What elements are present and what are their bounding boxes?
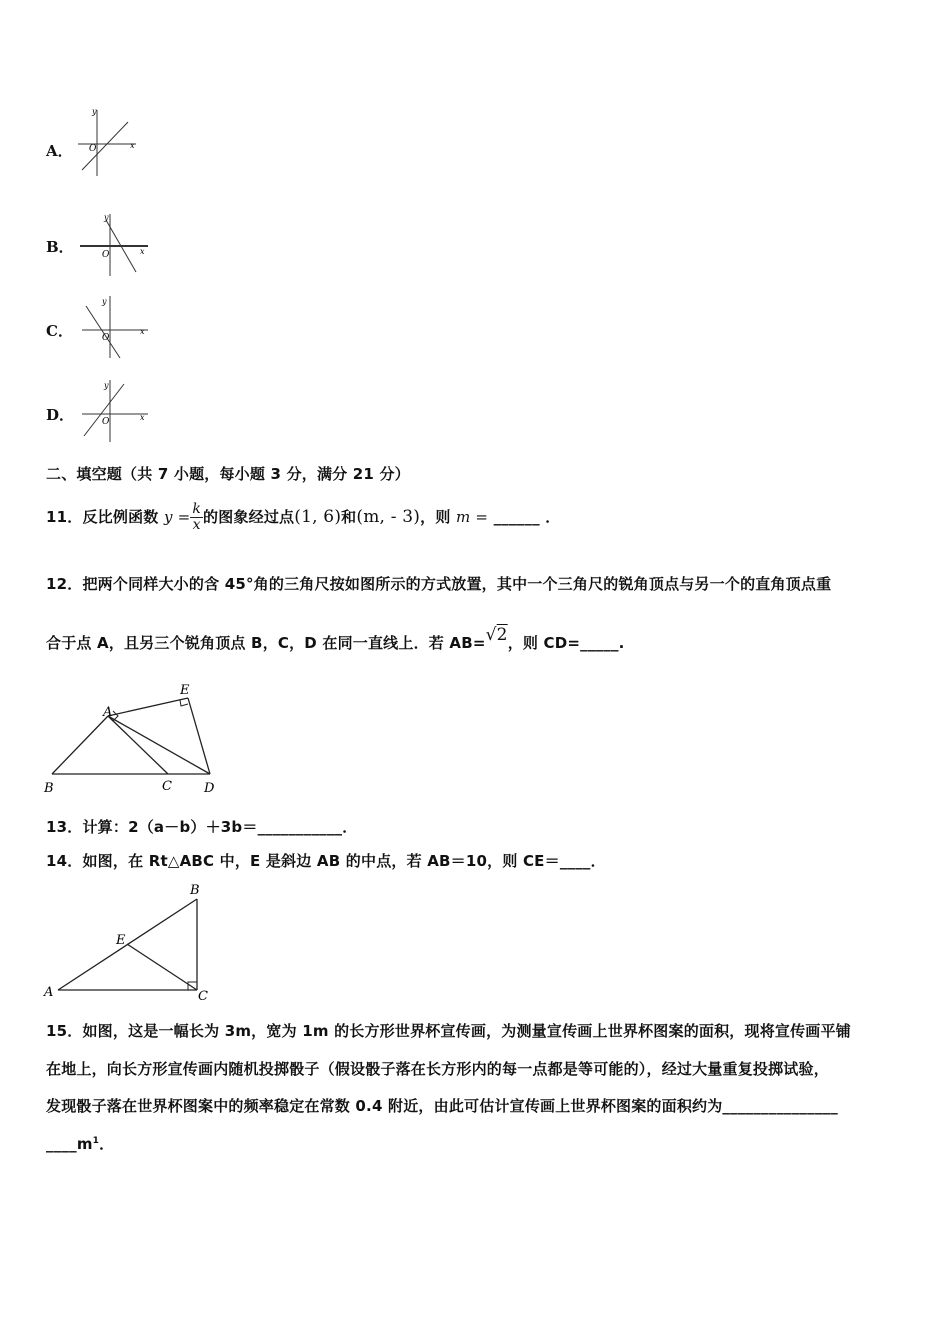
q11-frac-num: k — [192, 501, 202, 517]
question-12-line2 — [46, 625, 625, 656]
q11-blank: ______ — [493, 508, 540, 526]
q11-text-mid: 的图象经过点 — [203, 508, 295, 526]
option-a-o: O — [89, 144, 97, 154]
q11-func-y: y = — [163, 508, 191, 526]
q14-text: 如图，在 Rt△ABC 中，E 是斜边 AB 的中点，若 AB＝10，则 CE＝ — [82, 852, 560, 870]
question-14 — [46, 850, 606, 871]
option-b-x: x — [140, 247, 145, 256]
q12-number: 12． — [46, 575, 83, 593]
q14-number: 14． — [46, 852, 83, 870]
option-c-label: C． — [46, 322, 73, 340]
option-c-x: x — [140, 327, 145, 336]
q15-unit: m — [76, 1135, 93, 1153]
option-c-graph — [78, 292, 150, 362]
q12-label-e: E — [180, 683, 190, 698]
option-a-graph — [72, 104, 144, 178]
option-d-x: x — [140, 413, 145, 422]
q14-end: ． — [590, 852, 606, 870]
q12-sqrt: √2 — [485, 625, 508, 645]
option-b-label: B． — [46, 238, 74, 256]
q15-line3: 发现骰子落在世界杯图案中的频率稳定在常数 0.4 附近，由此可估计宣传画上世界杯图案的面积约为 — [46, 1097, 723, 1115]
q14-blank: ____ — [559, 852, 591, 870]
option-c-o: O — [102, 333, 110, 343]
q14-figure — [40, 880, 220, 1005]
q12-line2-after: ，则 CD= — [507, 634, 581, 652]
q15-line1: 如图，这是一幅长为 3m，宽为 1m 的长方形世界杯宣传画，为测量宣传画上世界杯图案的面积，现将宣传画平铺 — [82, 1022, 851, 1040]
q14-label-a: A — [44, 985, 54, 1000]
option-d-label: D． — [46, 406, 75, 424]
q11-var: m = — [455, 508, 489, 526]
question-15-line1 — [46, 1020, 851, 1041]
q11-frac-den: x — [192, 517, 201, 533]
q11-text-after: ，则 — [420, 508, 451, 526]
q12-line2-before: 合于点 A，且另三个锐角顶点 B，C，D 在同一直线上．若 AB= — [46, 634, 486, 652]
q13-end: ． — [342, 818, 358, 836]
q11-end: ． — [545, 508, 561, 526]
q12-label-b: B — [44, 781, 54, 796]
question-15-line2: 在地上，向长方形宣传画内随机投掷骰子（假设骰子落在长方形内的每一点都是等可能的），经过大量重复投掷试验， — [46, 1060, 829, 1078]
q12-label-c: C — [162, 779, 172, 794]
q11-text-before: 反比例函数 — [82, 508, 159, 526]
question-13 — [46, 816, 357, 837]
question-12-line1 — [46, 573, 831, 594]
q12-label-d: D — [204, 781, 215, 796]
q13-number: 13． — [46, 818, 83, 836]
q12-figure — [40, 680, 230, 800]
question-11 — [46, 500, 560, 534]
option-a-x: x — [130, 141, 135, 150]
q13-text: 计算：2（a－b）＋3b＝ — [82, 818, 258, 836]
option-d-graph — [78, 376, 150, 446]
option-a-label: A． — [46, 142, 73, 160]
q14-label-b: B — [190, 883, 200, 898]
option-a-y: y — [92, 107, 97, 116]
q11-fraction — [190, 502, 203, 533]
q12-line1: 把两个同样大小的含 45°角的三角尺按如图所示的方式放置，其中一个三角尺的锐角顶点与另一个的直角顶点重 — [82, 575, 832, 593]
q15-sup: 1 — [92, 1136, 100, 1146]
option-d-y: y — [104, 381, 109, 390]
q12-end: . — [618, 634, 625, 652]
q12-blank: _____ — [580, 634, 619, 652]
q13-blank: ___________ — [257, 818, 343, 836]
option-c-y: y — [102, 297, 107, 306]
section-heading: 二、填空题（共 7 小题，每小题 3 分，满分 21 分） — [46, 465, 410, 483]
q15-end: ． — [99, 1135, 115, 1153]
question-15-line4 — [46, 1133, 114, 1154]
q11-and: 和 — [341, 508, 357, 526]
q12-label-a: A — [103, 705, 113, 720]
option-b-o: O — [102, 250, 110, 260]
option-b-y: y — [104, 213, 109, 222]
question-15-line3 — [46, 1095, 838, 1116]
q15-number: 15． — [46, 1022, 83, 1040]
q14-label-c: C — [198, 989, 208, 1004]
q11-point1: (1, 6) — [294, 507, 342, 527]
q11-number: 11． — [46, 508, 83, 526]
option-d-o: O — [102, 417, 110, 427]
q11-point2: (m, - 3) — [356, 507, 421, 527]
option-b-graph — [78, 210, 150, 280]
q14-label-e: E — [116, 933, 126, 948]
q15-blank2: ____ — [46, 1135, 77, 1153]
q15-blank1: _______________ — [722, 1097, 838, 1115]
